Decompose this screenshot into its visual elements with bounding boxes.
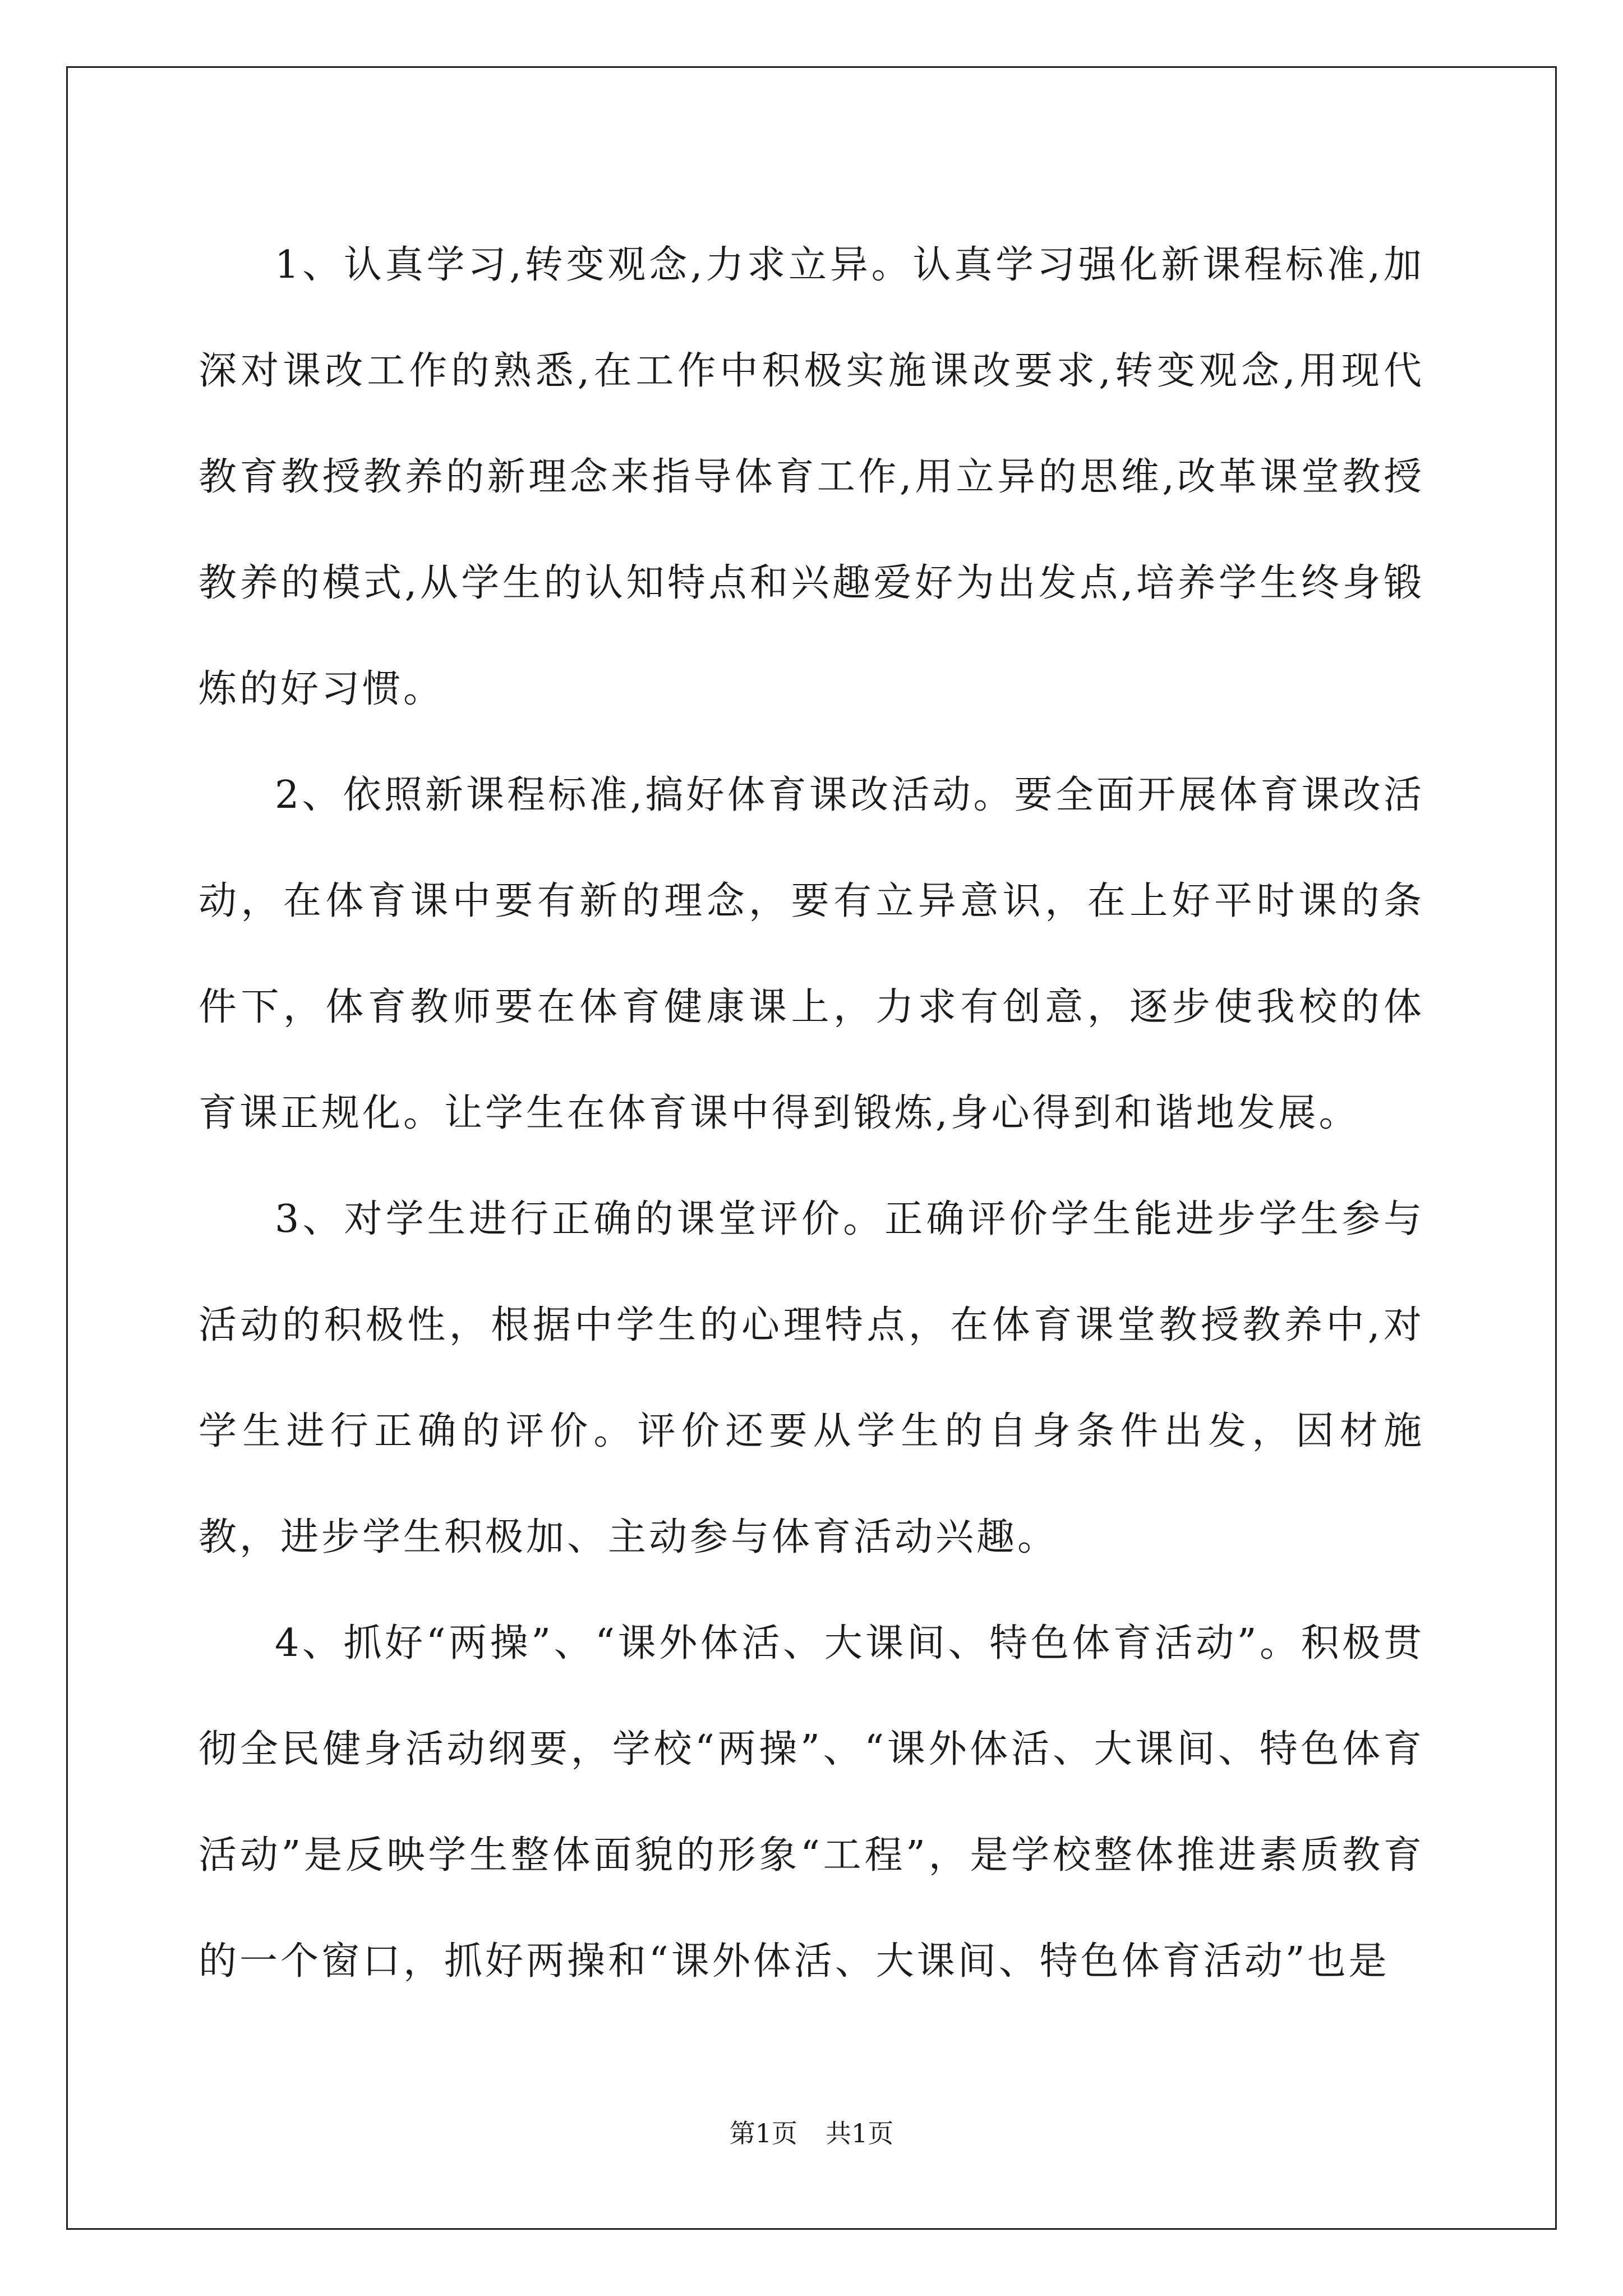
paragraph-2: 2、依照新课程标准,搞好体育课改活动。要全面开展体育课改活动，在体育课中要有新的理念，要有立异意识，在上好平时课的条件下，体育教师要在体育健康课上，力求有创意，逐步使我校的体育课正规化。让学生在体育课中得到锻炼,身心得到和谐地发展。	[199, 773, 1424, 1135]
page-number-current: 第1页	[729, 2118, 797, 2148]
page-footer	[0, 2116, 1623, 2150]
paragraph-4: 4、抓好“两操”、“课外体活、大课间、特色体育活动”。积极贯彻全民健身活动纲要，学校“两操”、“课外体活、大课间、特色体育活动”是反映学生整体面貌的形象“工程”，是学校整体推进素质教育的一个窗口，抓好两操和“课外体活、大课间、特色体育活动”也是	[199, 1621, 1424, 1984]
paragraph-1: 1、认真学习,转变观念,力求立异。认真学习强化新课程标准,加深对课改工作的熟悉,在工作中积极实施课改要求,转变观念,用现代教育教授教养的新理念来指导体育工作,用立异的思维,改革课堂教授教养的模式,从学生的认知特点和兴趣爱好为出发点,培养学生终身锻炼的好习惯。	[199, 243, 1424, 711]
page-number-total: 共1页	[826, 2118, 894, 2148]
paragraph-3: 3、对学生进行正确的课堂评价。正确评价学生能进步学生参与活动的积极性，根据中学生的心理特点，在体育课堂教授教养中,对学生进行正确的评价。评价还要从学生的自身条件出发，因材施教，进步学生积极加、主动参与体育活动兴趣。	[199, 1197, 1424, 1559]
document-body	[199, 212, 1424, 2014]
